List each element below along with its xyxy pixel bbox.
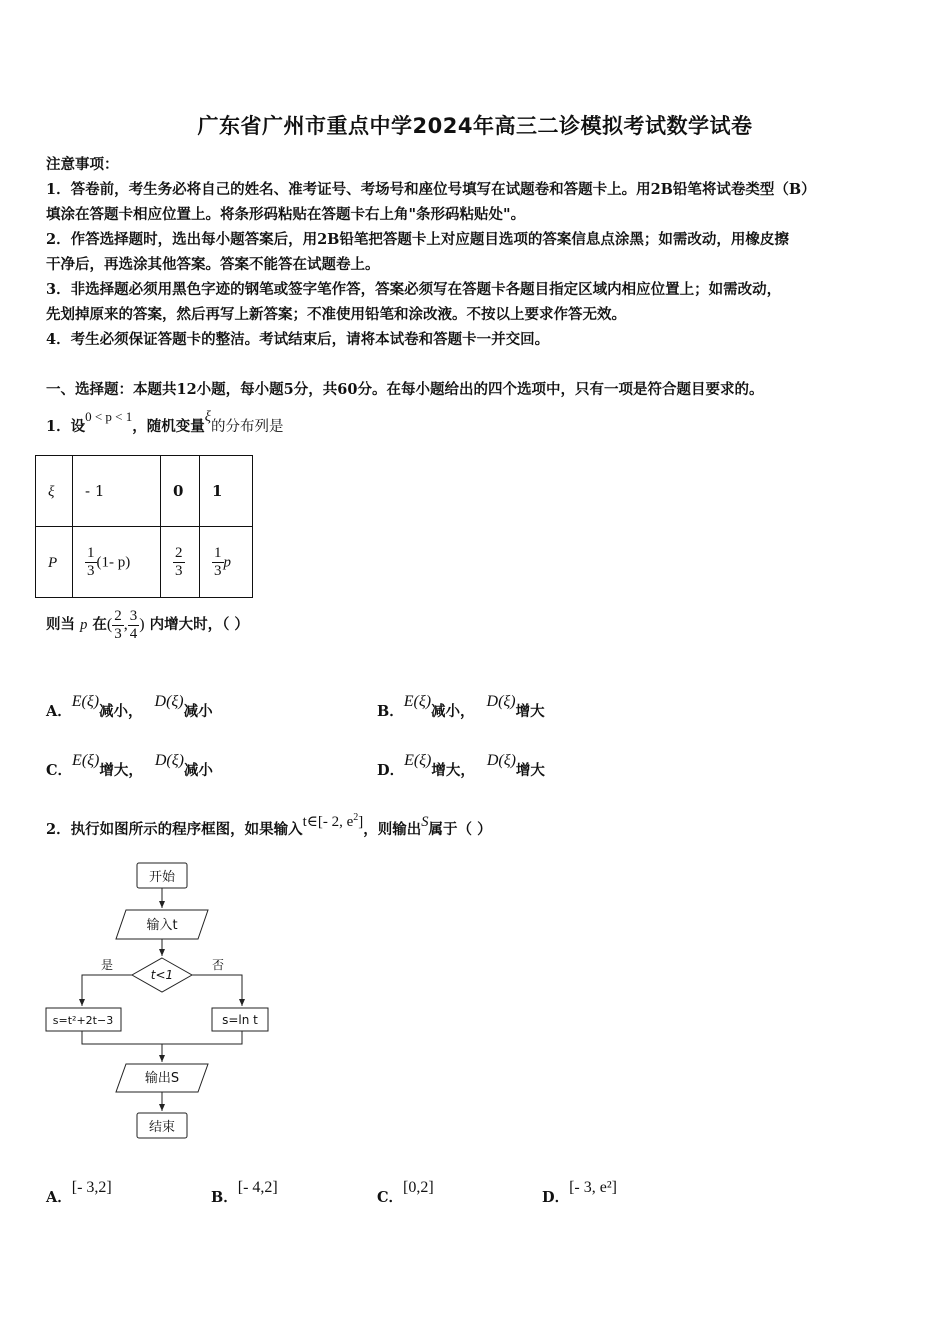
q1-suffix: 的分布列是 [210,419,284,435]
fraction: $\frac{1}{3}$ [214,544,222,579]
page-title: 广东省广州市重点中学2024年高三二诊模拟考试数学试卷 [197,114,753,138]
flow-output-label: 输出S [144,1071,180,1086]
q1-condition: 0 < p < 1 [85,409,133,424]
flow-no-label: 否 [211,958,225,972]
table-cell: P [36,527,73,598]
q2-range: t∈[- 2, $e^2$] [302,812,364,830]
flow-end-label: 结束 [148,1120,176,1135]
q1-option-c[interactable]: C．E(ξ)增大，D(ξ)减小 [46,752,213,779]
q1-stem [46,405,284,435]
table-row [36,527,253,598]
notes-line-5: 3．非选择题必须用黑色字迹的钢笔或签字笔作答，答案必须写在答题卡各题目指定区域内相应位置上；如需改动， [46,281,782,298]
table-row [36,456,253,527]
flow-left-label: s=t²+2t−3 [52,1014,114,1027]
q2-option-b[interactable]: B．[- 4,2] [211,1179,278,1206]
q1-option-d[interactable]: D．E(ξ)增大，D(ξ)增大 [377,752,545,779]
q1-option-b[interactable]: B．E(ξ)减小，D(ξ)增大 [377,693,545,720]
notes-line-6: 先划掉原来的答案，然后再写上新答案；不准使用铅笔和涂改液。不按以上要求作答无效。 [46,306,626,323]
q2-stem: 2．执行如图所示的程序框图，如果输入t∈[- 2, $e^2$]，则输出S属于（ ） [46,812,492,838]
q2-option-d[interactable]: D．[- 3, e²] [542,1179,617,1206]
q2-option-c[interactable]: C．[0,2] [377,1179,434,1206]
table-cell: $\frac{1}{3}$ (1- p) [73,527,161,598]
q1-xi: ξ [204,409,211,425]
q1-mid: ，随机变量 [132,418,205,435]
q2-option-a[interactable]: A．[- 3,2] [46,1179,112,1206]
notes-line-3: 2．作答选择题时，选出每小题答案后，用2B铅笔把答题卡上对应题目选项的答案信息点涂黑；如需改动，用橡皮擦 [46,231,789,248]
table-cell: 0 [161,456,200,527]
table-cell: ξ [36,456,73,527]
flow-input-label: 输入t [146,918,178,933]
flow-yes-label: 是 [100,958,114,972]
notes-line-1: 1．答卷前，考生务必将自己的姓名、准考证号、考场号和座位号填写在试题卷和答题卡上。用2B铅笔将试卷类型（B） [46,181,816,198]
q1-stem-2: 则当 p 在( $\frac{2}{3}$ , $\frac{3}{4}$ ) 内增大时，（ ） [46,608,249,642]
fraction: $\frac{2}{3}$ [175,544,183,579]
fraction: $\frac{1}{3}$ [87,544,95,579]
program-flowchart [40,860,280,1145]
flow-start-label: 开始 [148,870,176,885]
notes-line-7: 4．考生必须保证答题卡的整洁。考试结束后，请将本试卷和答题卡一并交回。 [46,331,550,348]
distribution-table [35,455,253,598]
table-cell: - 1 [73,456,161,527]
flow-right-label: s=ln t [222,1013,258,1027]
notes-heading: 注意事项： [46,156,119,173]
notes-line-4: 干净后，再选涂其他答案。答案不能答在试题卷上。 [46,256,380,273]
table-cell [161,527,200,598]
q1-prefix: 1．设 [46,418,86,435]
section-heading: 一、选择题：本题共12小题，每小题5分，共60分。在每小题给出的四个选项中，只有一项是符合题目要求的。 [46,381,764,398]
flow-cond-label: t<1 [150,968,174,982]
notes-line-2: 填涂在答题卡相应位置上。将条形码粘贴在答题卡右上角"条形码粘贴处"。 [46,206,526,223]
table-cell: $\frac{1}{3}$ p [200,527,253,598]
table-cell: 1 [200,456,253,527]
q1-option-a[interactable]: A．E(ξ)减小，D(ξ)减小 [46,693,213,720]
